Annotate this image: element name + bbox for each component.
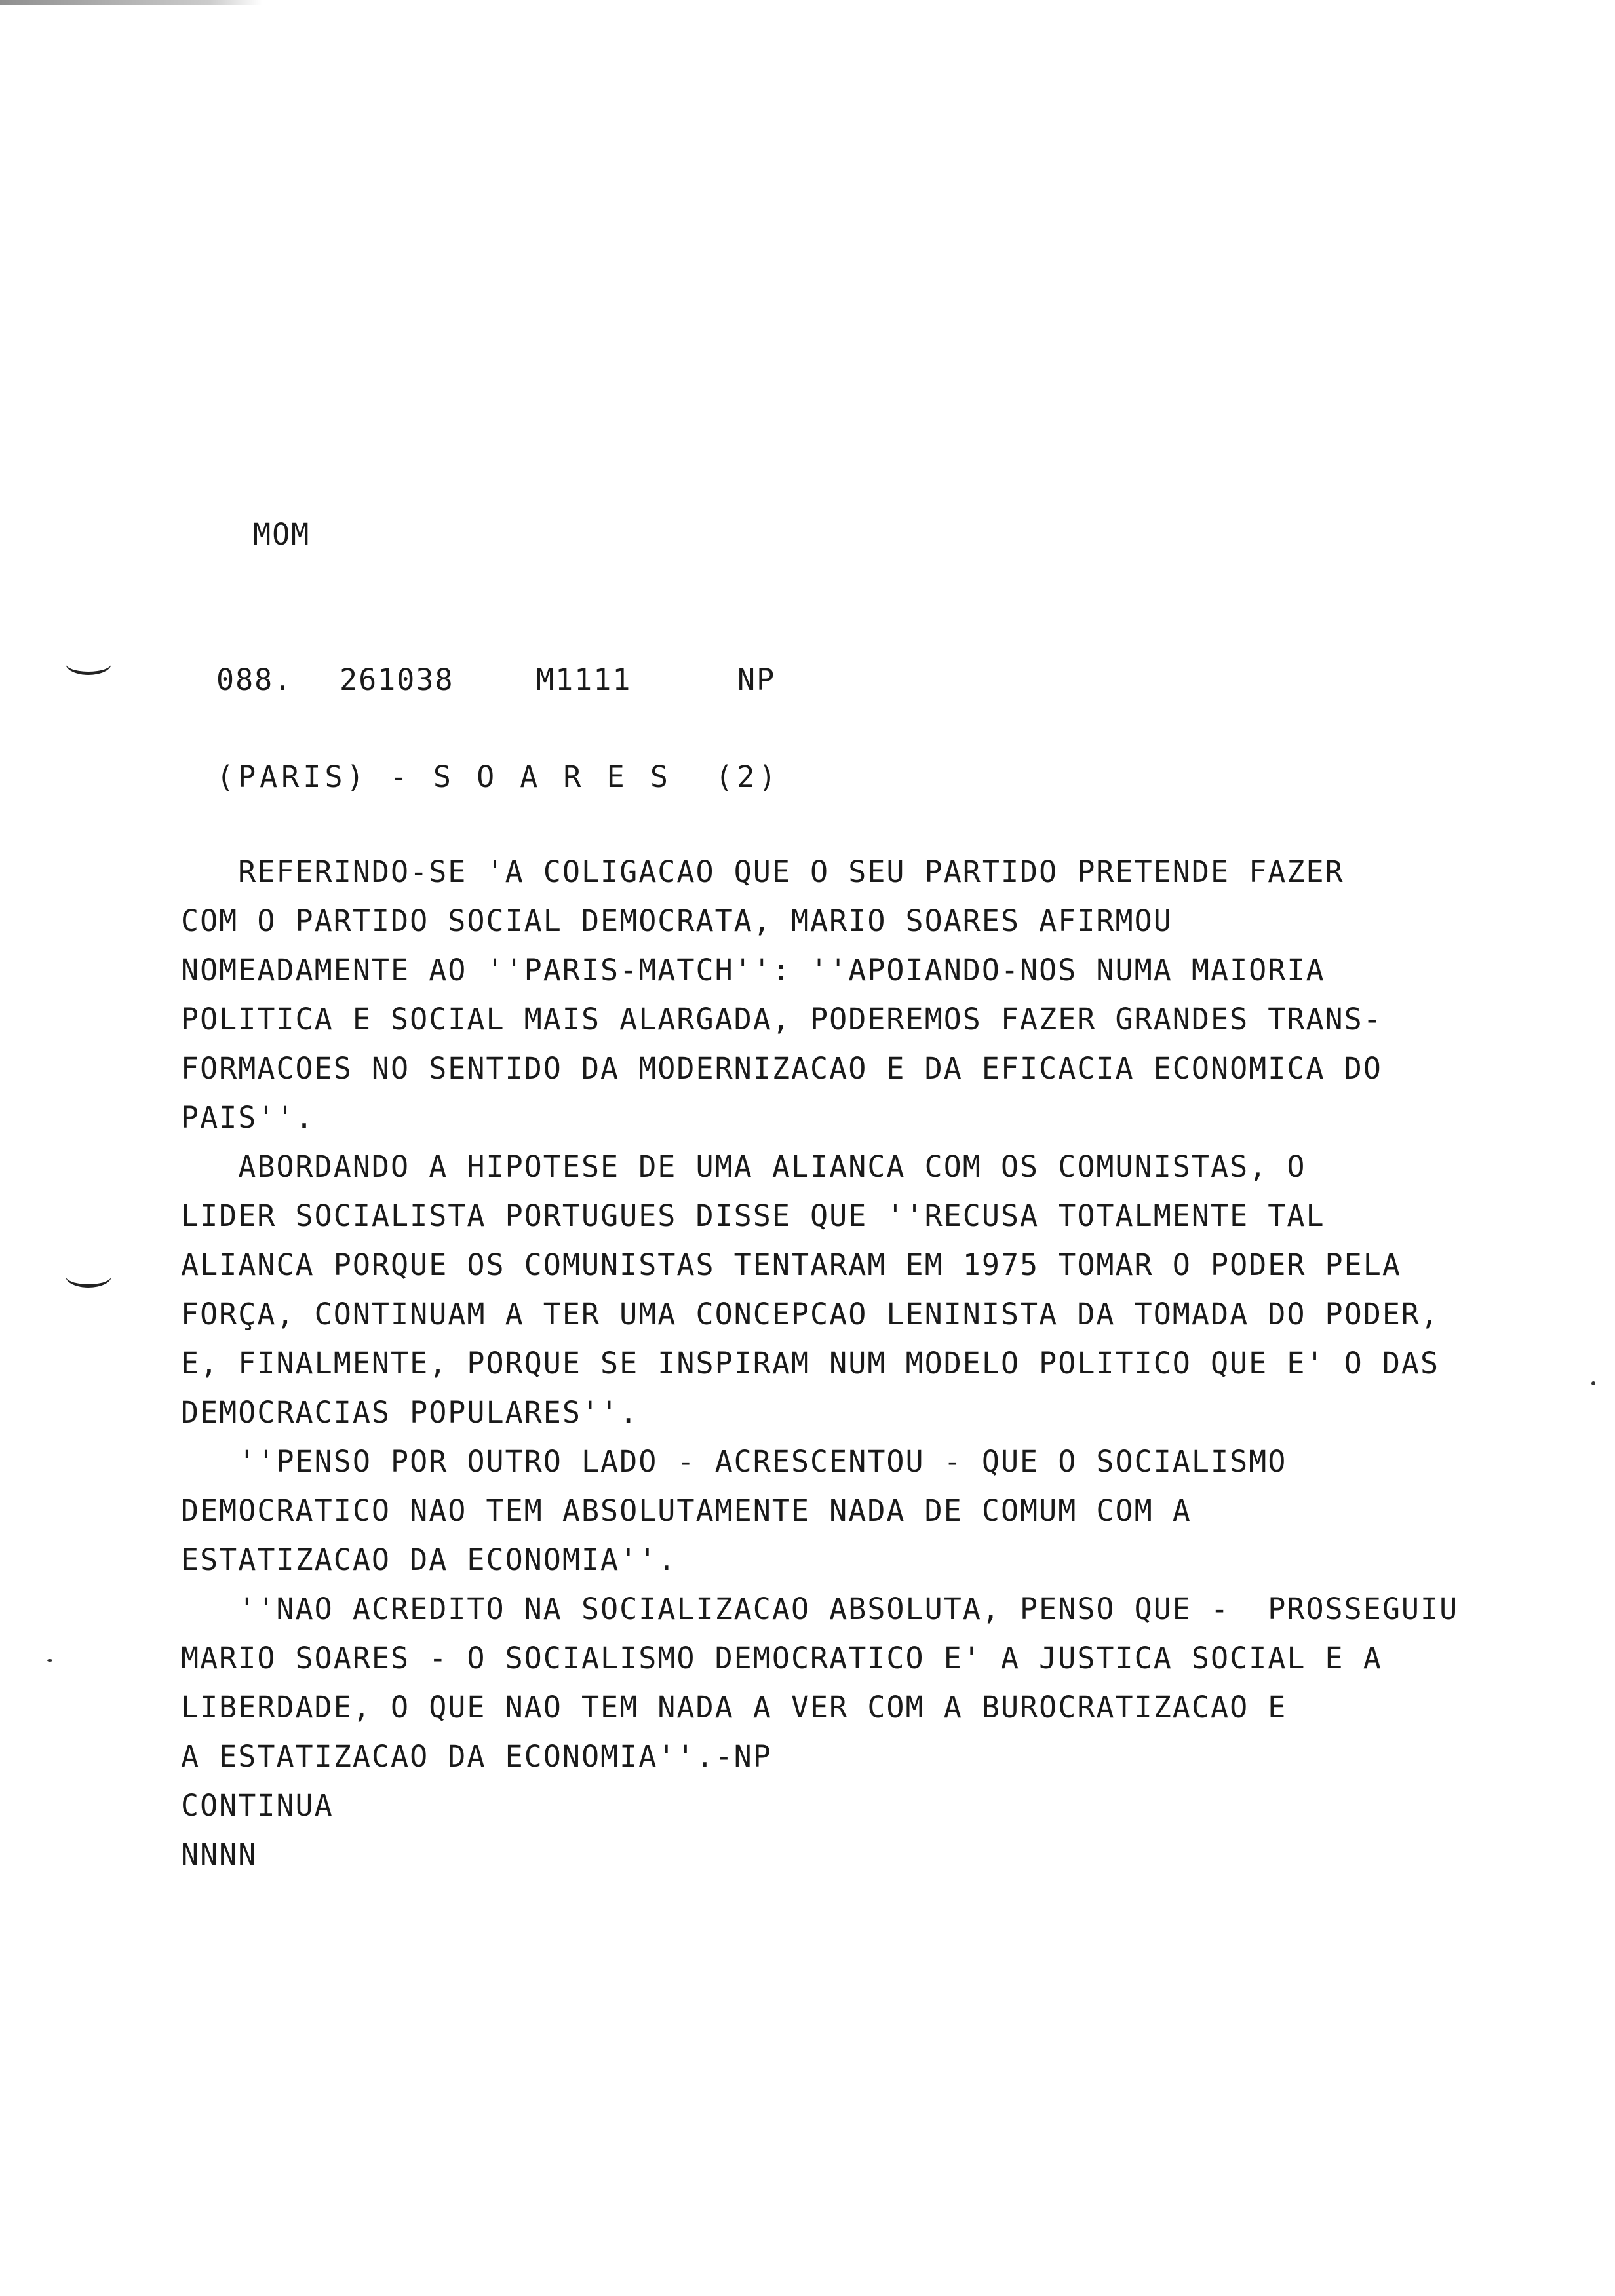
body-line: ''PENSO POR OUTRO LADO - ACRESCENTOU - QUE O SOCIALISMO	[181, 1444, 1287, 1479]
header-origin: NP	[737, 662, 776, 697]
binder-hole-mark	[66, 1265, 111, 1288]
scan-artifact	[0, 0, 262, 5]
body-line: POLITICA E SOCIAL MAIS ALARGADA, PODEREMOS FAZER GRANDES TRANS-	[181, 1002, 1382, 1037]
body-line: NOMEADAMENTE AO ''PARIS-MATCH'': ''APOIANDO-NOS NUMA MAIORIA	[181, 953, 1325, 987]
desk-code: MOM	[253, 517, 311, 552]
end-of-message-marker: NNNN	[181, 1837, 258, 1872]
body-line: FORÇA, CONTINUAM A TER UMA CONCEPCAO LENINISTA DA TOMADA DO PODER,	[181, 1297, 1440, 1331]
body-line: ALIANCA PORQUE OS COMUNISTAS TENTARAM EM 1975 TOMAR O PODER PELA	[181, 1248, 1401, 1282]
body-line: COM O PARTIDO SOCIAL DEMOCRATA, MARIO SOARES AFIRMOU	[181, 904, 1173, 938]
body-line: MARIO SOARES - O SOCIALISMO DEMOCRATICO E' A JUSTICA SOCIAL E A	[181, 1641, 1382, 1675]
body-line: E, FINALMENTE, PORQUE SE INSPIRAM NUM MODELO POLITICO QUE E' O DAS	[181, 1346, 1440, 1381]
continuation-marker: CONTINUA	[181, 1788, 334, 1823]
body-line: ''NAO ACREDITO NA SOCIALIZACAO ABSOLUTA, PENSO QUE - PROSSEGUIU	[181, 1592, 1459, 1626]
body-line: ABORDANDO A HIPOTESE DE UMA ALIANCA COM OS COMUNISTAS, O	[181, 1149, 1306, 1184]
header-timestamp: 261038	[340, 662, 454, 697]
body-line: PAIS''.	[181, 1100, 315, 1135]
body-line: ESTATIZACAO DA ECONOMIA''.	[181, 1542, 677, 1577]
body-line: DEMOCRACIAS POPULARES''.	[181, 1395, 639, 1430]
header-sequence: 088.	[216, 662, 293, 697]
binder-hole-mark	[66, 652, 111, 675]
body-line: REFERINDO-SE 'A COLIGACAO QUE O SEU PARTIDO PRETENDE FAZER	[181, 854, 1344, 889]
headline: (PARIS) - S O A R E S (2)	[216, 759, 781, 794]
body-line: LIBERDADE, O QUE NAO TEM NADA A VER COM A BUROCRATIZACAO E	[181, 1690, 1287, 1725]
scan-speck	[1591, 1381, 1595, 1385]
body-line: DEMOCRATICO NAO TEM ABSOLUTAMENTE NADA DE COMUM COM A	[181, 1493, 1192, 1528]
body-line: A ESTATIZACAO DA ECONOMIA''.-NP	[181, 1739, 772, 1774]
scan-speck	[47, 1659, 52, 1662]
header-message-code: M1111	[536, 662, 632, 697]
body-line: FORMACOES NO SENTIDO DA MODERNIZACAO E DA EFICACIA ECONOMICA DO	[181, 1051, 1382, 1086]
body-line: LIDER SOCIALISTA PORTUGUES DISSE QUE ''RECUSA TOTALMENTE TAL	[181, 1198, 1325, 1233]
